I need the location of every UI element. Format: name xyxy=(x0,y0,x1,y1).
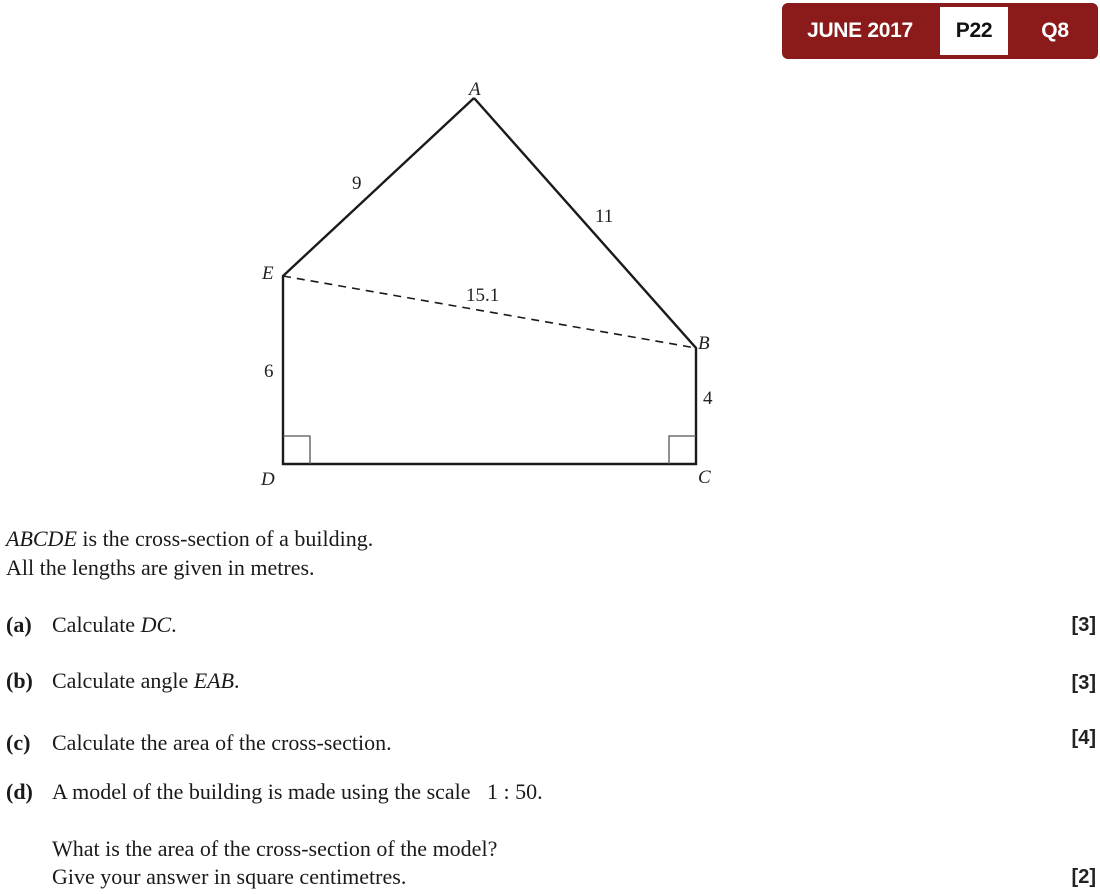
intro-line-1 xyxy=(6,526,373,552)
part-a-text: Calculate xyxy=(52,612,141,637)
question-part-c xyxy=(6,730,392,756)
part-d-label: (d) xyxy=(6,779,33,804)
length-label-ea: 9 xyxy=(352,173,362,194)
vertex-label-d: D xyxy=(261,469,275,490)
part-d-text: A model of the building is made using the scale 1 : 50. xyxy=(52,779,543,804)
part-d-marks: [2] xyxy=(1071,866,1096,888)
intro-line-2: All the lengths are given in metres. xyxy=(6,555,315,580)
part-d-question-line-2: Give your answer in square centimetres. xyxy=(52,864,407,889)
part-b-label: (b) xyxy=(6,668,33,693)
part-a-italic: DC xyxy=(140,612,172,637)
part-a-marks: [3] xyxy=(1071,614,1096,636)
question-part-b xyxy=(6,668,240,694)
question-number: Q8 xyxy=(1041,19,1069,42)
part-c-marks: [4] xyxy=(1071,727,1096,749)
question-part-d xyxy=(6,779,543,805)
part-d-question-line-1: What is the area of the cross-section of the model? xyxy=(52,836,498,861)
building-outline xyxy=(283,98,696,464)
right-angle-d xyxy=(283,436,310,464)
length-label-ed: 6 xyxy=(264,361,274,382)
paper-number: P22 xyxy=(940,7,1008,55)
part-b-text: Calculate angle xyxy=(52,668,194,693)
polygon-name: ABCDE xyxy=(6,526,77,551)
part-b-after: . xyxy=(234,668,240,693)
length-label-bc: 4 xyxy=(703,388,713,409)
length-label-ab: 11 xyxy=(595,206,614,227)
question-part-a xyxy=(6,612,177,638)
right-angle-c xyxy=(669,436,696,464)
part-b-italic: EAB xyxy=(193,668,235,693)
intro-line-1-text: is the cross-section of a building. xyxy=(76,526,374,551)
part-c-label: (c) xyxy=(6,730,31,755)
part-a-label: (a) xyxy=(6,612,32,637)
part-b-marks: [3] xyxy=(1071,672,1096,694)
vertex-label-b: B xyxy=(698,333,710,354)
length-label-eb: 15.1 xyxy=(466,285,500,306)
vertex-label-c: C xyxy=(698,467,711,488)
exam-session: JUNE 2017 xyxy=(807,19,913,42)
part-a-after: . xyxy=(171,612,177,637)
vertex-label-e: E xyxy=(262,263,274,284)
part-c-text: Calculate the area of the cross-section. xyxy=(52,730,392,755)
vertex-label-a: A xyxy=(469,79,481,100)
